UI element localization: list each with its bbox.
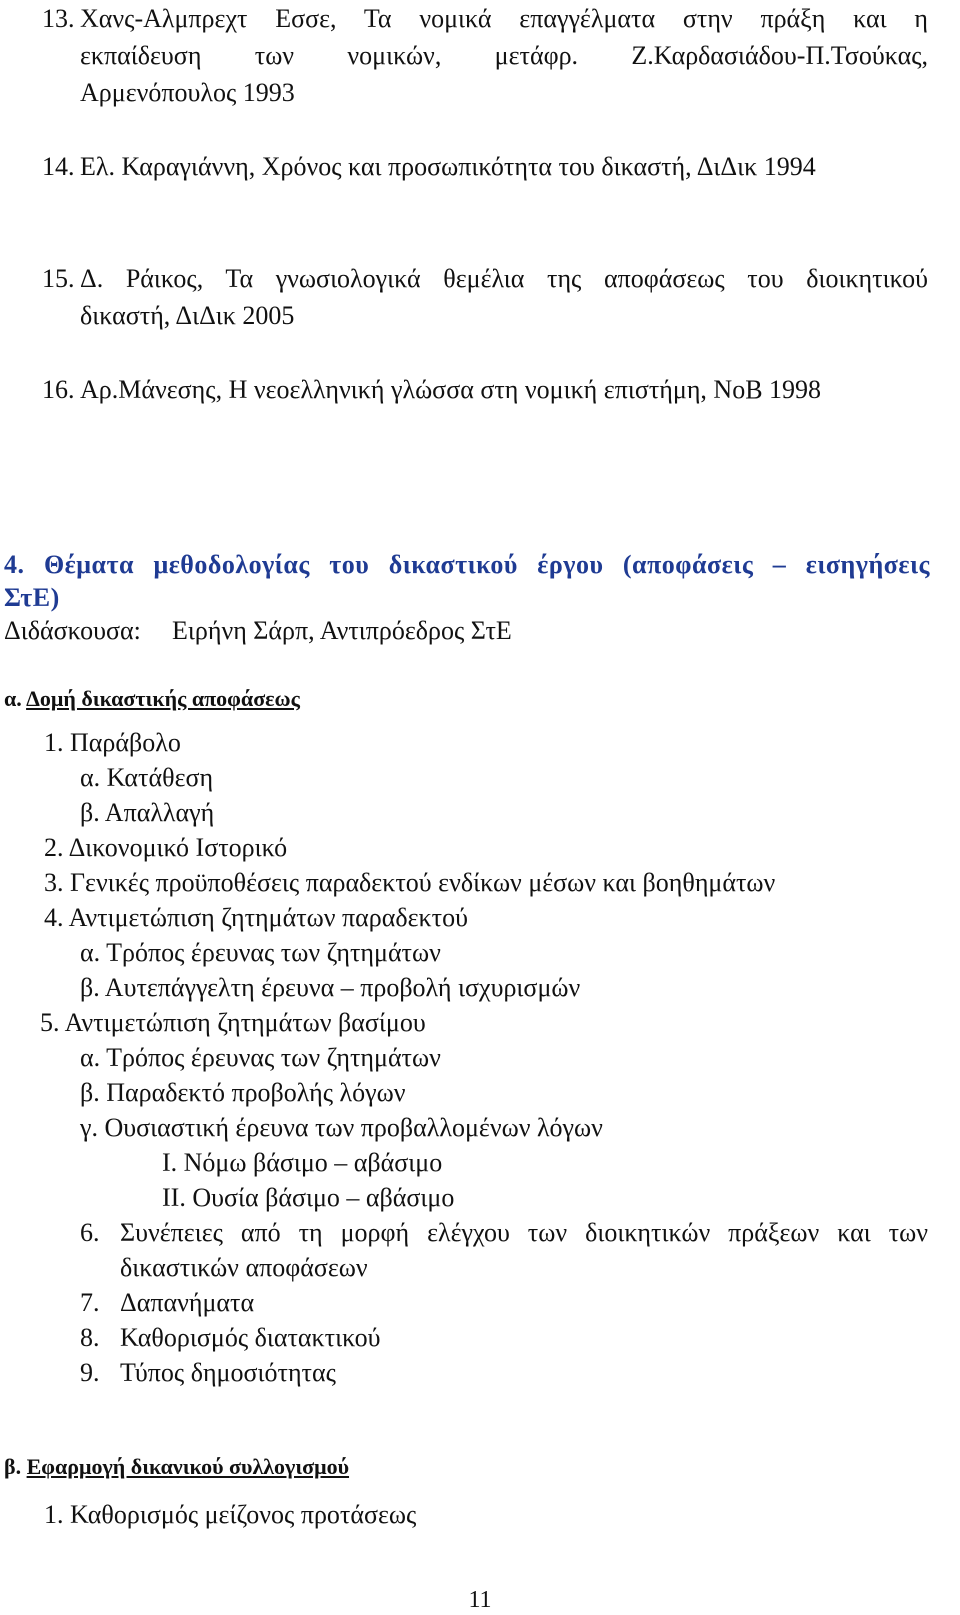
part-b-title: Εφαρμογή δικανικού συλλογισμού: [26, 1454, 350, 1479]
item-text-line: δικαστικών αποφάσεων: [120, 1253, 368, 1282]
reference-text-line: Αρ.Μάνεσης, Η νεοελληνική γλώσσα στη νομική επιστήμη, ΝοΒ 1998: [80, 375, 822, 404]
list-item: 1. Καθορισμός μείζονος προτάσεως: [44, 1500, 417, 1529]
list-item: α. Τρόπος έρευνας των ζητημάτων: [80, 938, 441, 967]
reference-text-line: Χανς-Αλμπρεχτ Εσσε, Τα νομικά επαγγέλματα στην πράξη και η: [80, 4, 928, 33]
page-number: 11: [468, 1587, 492, 1613]
item-number: 8.: [80, 1323, 100, 1352]
list-item: 1. Παράβολο: [44, 728, 181, 757]
item-text-line: Δαπανήματα: [120, 1288, 255, 1317]
part-b-heading: [4, 1453, 349, 1481]
list-item: α. Τρόπος έρευνας των ζητημάτων: [80, 1043, 441, 1072]
reference-number: 15.: [42, 264, 75, 293]
reference-number: 13.: [42, 4, 75, 33]
reference-text-line: δικαστή, ΔιΔικ 2005: [80, 301, 295, 330]
list-item: 3. Γενικές προϋποθέσεις παραδεκτού ενδίκων μέσων και βοηθημάτων: [44, 868, 776, 897]
section-title-line: 4. Θέματα μεθοδολογίας του δικαστικού έργου (αποφάσεις – εισηγήσεις: [4, 550, 930, 579]
list-item: β. Απαλλαγή: [80, 798, 215, 827]
list-item: α. Κατάθεση: [80, 763, 214, 792]
list-item: ΙΙ. Ουσία βάσιμο – αβάσιμο: [162, 1183, 455, 1212]
item-text-line: Συνέπειες από τη μορφή ελέγχου των διοικητικών πράξεων και των: [120, 1218, 928, 1247]
item-number: 7.: [80, 1288, 100, 1317]
part-a-prefix: α.: [4, 686, 22, 711]
list-item: Ι. Νόμω βάσιμο – αβάσιμο: [162, 1148, 443, 1177]
reference-text-line: Δ. Ράικος, Τα γνωσιολογικά θεμέλια της αποφάσεως του διοικητικού: [80, 264, 928, 293]
item-number: 9.: [80, 1358, 100, 1387]
reference-text-line: Αρμενόπουλος 1993: [80, 78, 295, 107]
part-a-heading: [4, 685, 300, 713]
list-item: 4. Αντιμετώπιση ζητημάτων παραδεκτού: [44, 903, 468, 932]
reference-text-line: εκπαίδευση των νομικών, μετάφρ. Ζ.Καρδασιάδου-Π.Τσούκας,: [80, 41, 928, 70]
section-title-line: ΣτΕ): [4, 583, 60, 612]
part-b-prefix: β.: [4, 1454, 22, 1479]
reference-number: 16.: [42, 375, 75, 404]
reference-number: 14.: [42, 152, 75, 181]
list-item: γ. Ουσιαστική έρευνα των προβαλλομένων λόγων: [80, 1113, 603, 1142]
item-text-line: Τύπος δημοσιότητας: [120, 1358, 336, 1387]
instructor-label: Διδάσκουσα:: [4, 616, 141, 645]
item-number: 6.: [80, 1218, 100, 1247]
list-item: 5. Αντιμετώπιση ζητημάτων βασίμου: [40, 1008, 426, 1037]
list-item: β. Αυτεπάγγελτη έρευνα – προβολή ισχυρισμών: [80, 973, 581, 1002]
part-a-title: Δομή δικαστικής αποφάσεως: [26, 686, 300, 711]
list-item: 2. Δικονομικό Ιστορικό: [44, 833, 288, 862]
reference-text-line: Ελ. Καραγιάννη, Χρόνος και προσωπικότητα του δικαστή, ΔιΔικ 1994: [80, 152, 816, 181]
item-text-line: Καθορισμός διατακτικού: [120, 1323, 381, 1352]
list-item: β. Παραδεκτό προβολής λόγων: [80, 1078, 406, 1107]
instructor-name: Ειρήνη Σάρπ, Αντιπρόεδρος ΣτΕ: [172, 616, 512, 645]
